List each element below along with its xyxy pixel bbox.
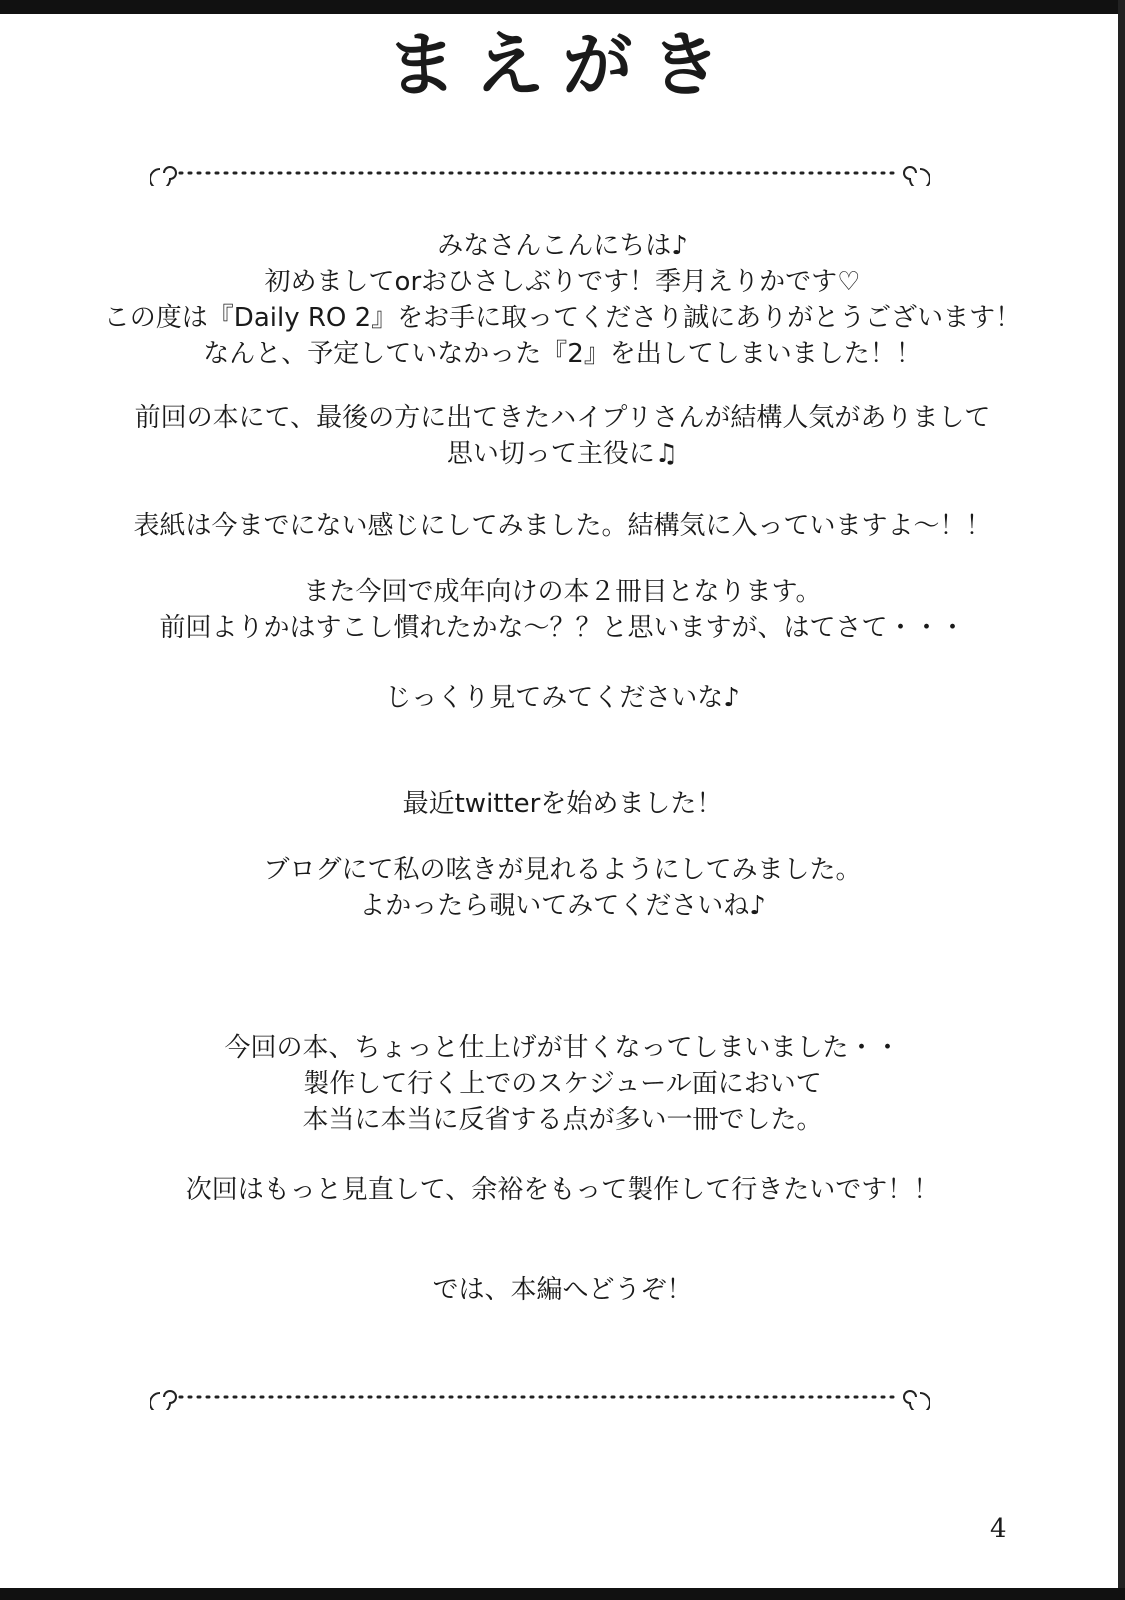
paragraph-9 [0, 1172, 1125, 1208]
text-line: 表紙は今までにない感じにしてみました。結構気に入っていますよ～！！ [133, 511, 992, 541]
text-line: 次回はもっと見直して、余裕をもって製作して行きたいです！！ [185, 1175, 940, 1205]
paragraph-10 [0, 1272, 1125, 1308]
paragraph-7 [0, 852, 1125, 924]
text-line: この度は『Daily RO 2』をお手に取ってくださり誠にありがとうございます！ [103, 303, 1022, 333]
text-line: 前回よりかはすこし慣れたかな～？？と思いますが、はてさて・・・ [159, 613, 966, 643]
paragraph-6 [0, 786, 1125, 822]
text-line: 今回の本、ちょっと仕上げが甘くなってしまいました・・ [224, 1033, 901, 1063]
paragraph-1 [0, 228, 1125, 372]
text-line: よかったら覗いてみてくださいね♪ [359, 891, 766, 921]
text-line: ブログにて私の呟きが見れるようにしてみました。 [263, 855, 862, 885]
text-line: また今回で成年向けの本２冊目となります。 [303, 577, 822, 607]
text-line: なんと、予定していなかった『2』を出してしまいました！！ [203, 339, 922, 369]
text-line: 思い切って主役に♫ [446, 439, 679, 469]
text-line: 製作して行く上でのスケジュール面において [303, 1069, 822, 1099]
bottom-ornament-divider [150, 1384, 930, 1410]
paragraph-5 [0, 680, 1125, 716]
paragraph-2 [0, 400, 1125, 472]
text-line: 最近twitterを始めました！ [402, 789, 723, 819]
text-line: みなさんこんにちは♪ [437, 231, 688, 261]
bottom-scan-edge [0, 1588, 1125, 1600]
text-line: では、本編へどうぞ！ [432, 1275, 693, 1305]
paragraph-8 [0, 1030, 1125, 1138]
page-title: まえがき [386, 24, 739, 106]
text-line: 本当に本当に反省する点が多い一冊でした。 [302, 1105, 823, 1135]
page-number: 4 [990, 1514, 1007, 1544]
top-ornament-divider [150, 160, 930, 186]
text-line: 前回の本にて、最後の方に出てきたハイプリさんが結構人気がありまして [134, 403, 991, 433]
text-line: じっくり見てみてくださいな♪ [385, 683, 740, 713]
paragraph-3 [0, 508, 1125, 544]
text-line: 初めましてorおひさしぶりです！季月えりかです♡ [264, 267, 861, 297]
paragraph-4 [0, 574, 1125, 646]
top-scan-edge [0, 0, 1125, 14]
